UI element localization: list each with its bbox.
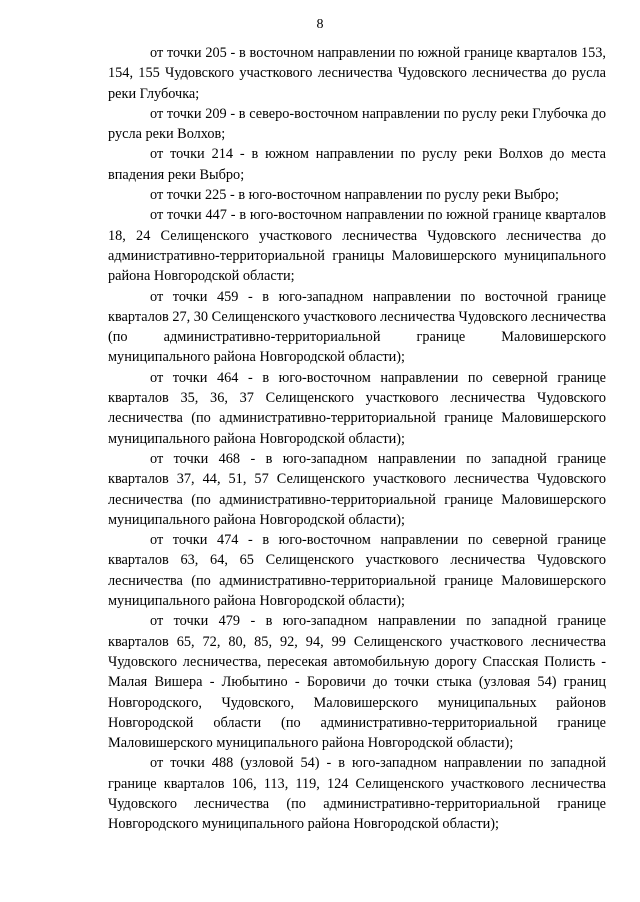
boundary-paragraph: от точки 205 - в восточном направлении по южной границе кварталов 153, 154, 155 Чудовского участкового лесничества Чудовского лесничества до русла реки Глубочка;	[108, 45, 606, 102]
document-body	[108, 43, 606, 835]
boundary-paragraph: от точки 464 - в юго-восточном направлении по северной границе кварталов 35, 36, 37 Селищенского участкового лесничества Чудовского лесничества (по административно-территориальной границе Маловишерского муниципального района Новгородской области);	[108, 369, 606, 447]
page-number: 8	[316, 17, 324, 32]
boundary-paragraph: от точки 225 - в юго-восточном направлении по руслу реки Выбро;	[150, 187, 559, 204]
boundary-paragraph: от точки 459 - в юго-западном направлении по восточной границе кварталов 27, 30 Селищенского участкового лесничества Чудовского лесничества (по административно-территориальной границе Маловишерского муниципального района Новгородской области);	[108, 288, 607, 366]
boundary-paragraph: от точки 474 - в юго-восточном направлении по северной границе кварталов 63, 64, 65 Селищенского участкового лесничества Чудовского лесничества (по административно-территориальной границе Маловишерского муниципального района Новгородской области);	[108, 532, 606, 610]
boundary-paragraph: от точки 209 - в северо-восточном направлении по руслу реки Глубочка до русла реки Волхов;	[108, 105, 606, 143]
boundary-paragraph: от точки 479 - в юго-западном направлении по западной границе кварталов 65, 72, 80, 85, 92, 94, 99 Селищенского участкового лесничества Чудовского лесничества, пересекая автомобильную дорогу Спасская Полисть - Малая Вишера - Любытино - Боровичи до точки стыка (узловая 54) границ Новгородского, Чудовского, Маловишерского муниципальных районов Новгородской области (по административно-территориальной границе Маловишерского муниципального района Новгородской области);	[108, 613, 606, 752]
boundary-paragraph: от точки 488 (узловой 54) - в юго-западном направлении по западной границе кварталов 106, 113, 119, 124 Селищенского участкового лесничества Чудовского лесничества (по административно-территориальной границе Новгородского муниципального района Новгородской области);	[108, 755, 606, 833]
boundary-paragraph: от точки 447 - в юго-восточном направлении по южной границе кварталов 18, 24 Селищенского участкового лесничества Чудовского лесничества до административно-территориальной границы Маловишерского муниципального района Новгородской области;	[108, 207, 606, 285]
boundary-paragraph: от точки 214 - в южном направлении по руслу реки Волхов до места впадения реки Выбро;	[108, 146, 606, 183]
boundary-paragraph: от точки 468 - в юго-западном направлении по западной границе кварталов 37, 44, 51, 57 Селищенского участкового лесничества Чудовского лесничества (по административно-территориальной границе Маловишерского муниципального района Новгородской области);	[108, 450, 606, 528]
